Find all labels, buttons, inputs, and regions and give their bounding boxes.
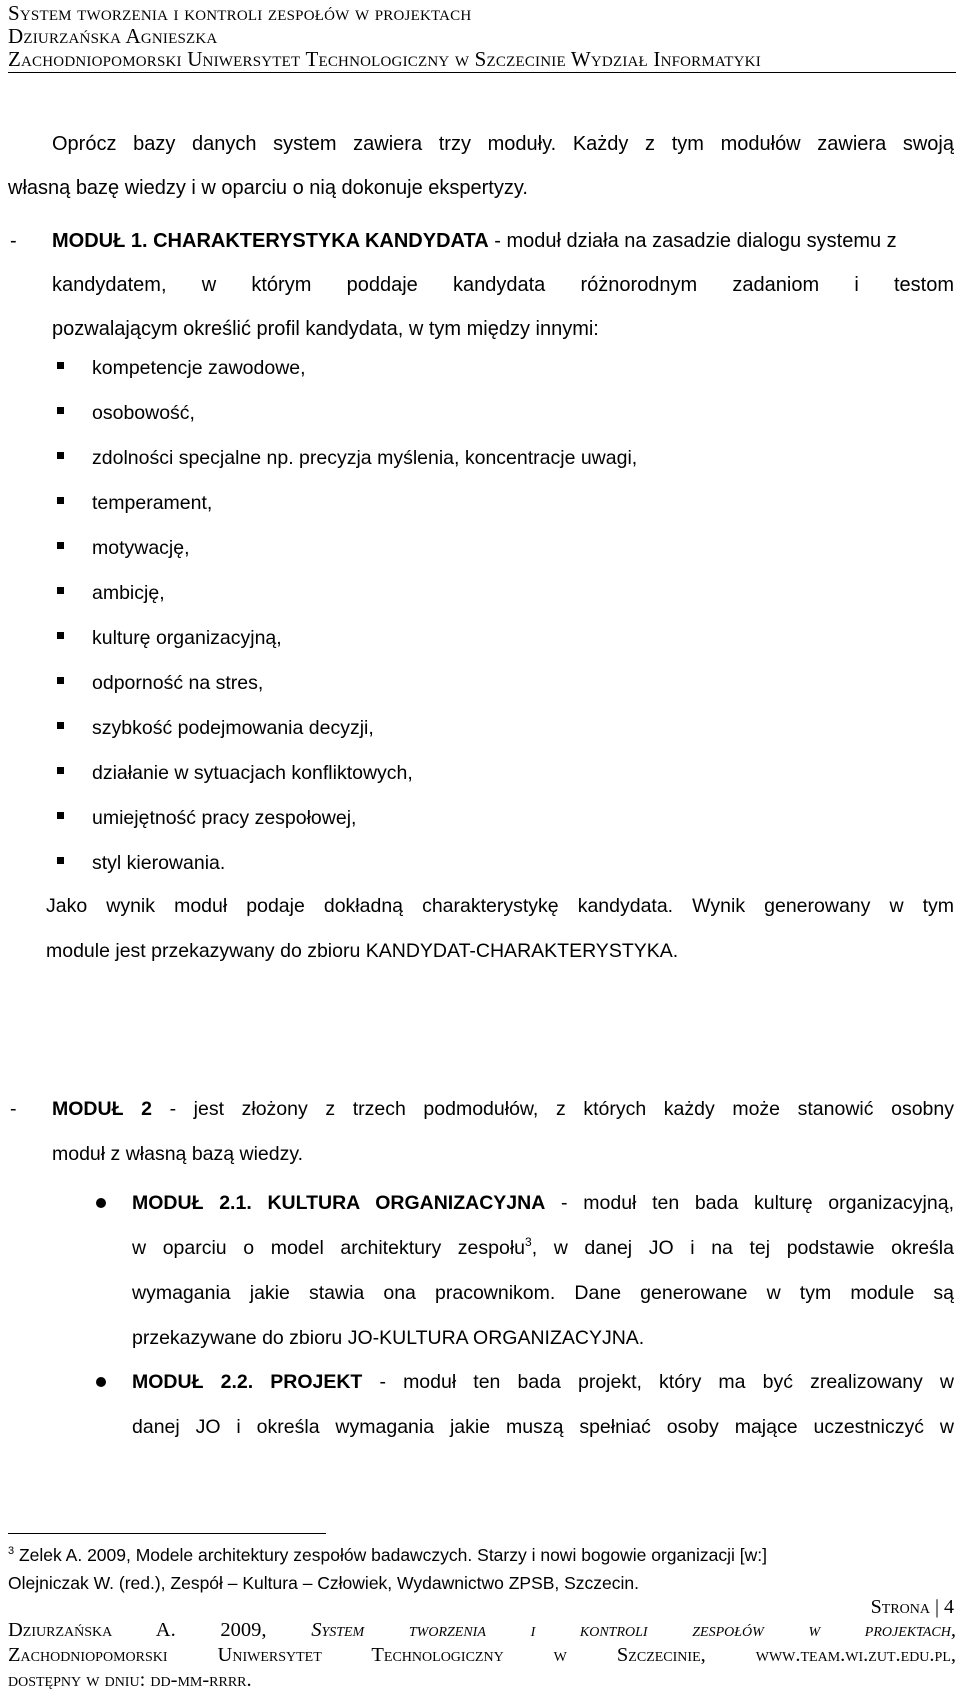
footnote-reference[interactable]: 3 xyxy=(525,1235,532,1249)
page-footer xyxy=(8,1618,956,1693)
square-bullet-icon xyxy=(57,362,64,369)
module2-line-1 xyxy=(52,1087,954,1131)
header-divider xyxy=(8,72,956,73)
footer-line-1 xyxy=(8,1618,956,1643)
sub21-line-1 xyxy=(132,1181,954,1225)
sub21-line-2-b: , w danej JO i na tej podstawie określa xyxy=(531,1237,954,1259)
list-item: odporność na stres, xyxy=(92,672,264,694)
module1-title: MODUŁ 1. CHARAKTERYSTYKA KANDYDATA xyxy=(52,230,489,252)
square-bullet-icon xyxy=(57,767,64,774)
list-item: umiejętność pracy zespołowej, xyxy=(92,807,357,829)
module1-line-1-rest: - moduł działa na zasadzie dialogu systemu z xyxy=(488,230,897,252)
sub21-line-2 xyxy=(132,1226,954,1270)
header-affiliation: Zachodniopomorski Uniwersytet Technologiczny w Szczecinie Wydział Informatyki xyxy=(8,47,761,71)
module2-line-1-rest: - jest złożony z trzech podmodułów, z których każdy może stanowić osobny xyxy=(151,1098,954,1120)
list-item: motywację, xyxy=(92,537,190,559)
page-number: Strona | 4 xyxy=(870,1596,954,1618)
sub21-title: MODUŁ 2.1. KULTURA ORGANIZACYJNA xyxy=(132,1192,546,1214)
module1-result-line-1: Jako wynik moduł podaje dokładną charakterystykę kandydata. Wynik generowany w tym xyxy=(46,895,954,917)
square-bullet-icon xyxy=(57,407,64,414)
module1-line-1 xyxy=(52,219,954,263)
square-bullet-icon xyxy=(57,452,64,459)
footer-title: System tworzenia i kontroli zespołów w projektach, xyxy=(311,1619,956,1641)
list-item: kompetencje zawodowe, xyxy=(92,357,306,379)
footnote-line-1 xyxy=(8,1541,948,1569)
list-item: styl kierowania. xyxy=(92,852,226,874)
sub21-line-3: wymagania jakie stawia ona pracownikom. Dane generowane w tym module są xyxy=(132,1282,954,1304)
footer-author: Dziurzańska A. 2009, xyxy=(8,1619,267,1641)
list-item: zdolności specjalne np. precyzja myślenia, koncentracje uwagi, xyxy=(92,447,638,469)
module2-dash: - xyxy=(10,1098,17,1120)
square-bullet-icon xyxy=(57,677,64,684)
footnote-text-1: Zelek A. 2009, Modele architektury zespołów badawczych. Starzy i nowi bogowie organizacji [w:] xyxy=(14,1545,767,1565)
list-item: szybkość podejmowania decyzji, xyxy=(92,717,374,739)
list-item: działanie w sytuacjach konfliktowych, xyxy=(92,762,413,784)
intro-line-1: Oprócz bazy danych system zawiera trzy moduły. Każdy z tym modułów zawiera swoją xyxy=(52,133,954,155)
square-bullet-icon xyxy=(57,857,64,864)
footer-line-2: Zachodniopomorski Uniwersytet Technologiczny w Szczecinie, www.team.wi.zut.edu.pl, xyxy=(8,1644,956,1666)
square-bullet-icon xyxy=(57,812,64,819)
sub22-title: MODUŁ 2.2. PROJEKT xyxy=(132,1371,363,1393)
footnote-number: 3 xyxy=(8,1545,15,1557)
page-header xyxy=(8,2,956,71)
round-bullet-icon xyxy=(96,1377,106,1387)
footer-line-3: dostępny w dniu: dd-mm-rrrr. xyxy=(8,1669,252,1691)
module1-line-2: kandydatem, w którym poddaje kandydata różnorodnym zadaniom i testom xyxy=(52,274,954,296)
square-bullet-icon xyxy=(57,497,64,504)
module2-line-2: moduł z własną bazą wiedzy. xyxy=(52,1143,304,1165)
module1-result-line-2: module jest przekazywany do zbioru KANDYDAT-CHARAKTERYSTYKA. xyxy=(46,940,679,962)
list-item: osobowość, xyxy=(92,402,195,424)
module1-dash: - xyxy=(10,230,17,252)
sub21-line-1-rest: - moduł ten bada kulturę organizacyjną, xyxy=(545,1192,954,1214)
sub21-line-4: przekazywane do zbioru JO-KULTURA ORGANIZACYJNA. xyxy=(132,1327,645,1349)
footnote xyxy=(8,1541,948,1597)
square-bullet-icon xyxy=(57,632,64,639)
header-title: System tworzenia i kontroli zespołów w projektach xyxy=(8,1,472,25)
module2-title: MODUŁ 2 xyxy=(52,1098,152,1120)
square-bullet-icon xyxy=(57,542,64,549)
footnote-divider xyxy=(8,1533,326,1534)
module1-line-3: pozwalającym określić profil kandydata, w tym między innymi: xyxy=(52,318,599,340)
intro-line-2: własną bazę wiedzy i w oparciu o nią dokonuje ekspertyzy. xyxy=(8,177,528,199)
sub22-line-1-rest: - moduł ten bada projekt, który ma być zrealizowany w xyxy=(362,1371,954,1393)
list-item: ambicję, xyxy=(92,582,165,604)
sub22-line-1 xyxy=(132,1360,954,1404)
square-bullet-icon xyxy=(57,722,64,729)
round-bullet-icon xyxy=(96,1198,106,1208)
footnote-line-2: Olejniczak W. (red.), Zespół – Kultura – Człowiek, Wydawnictwo ZPSB, Szczecin. xyxy=(8,1573,640,1593)
sub21-line-2-a: w oparciu o model architektury zespołu xyxy=(132,1237,526,1259)
square-bullet-icon xyxy=(57,587,64,594)
header-author: Dziurzańska Agnieszka xyxy=(8,24,218,48)
sub22-line-2: danej JO i określa wymagania jakie muszą spełniać osoby mające uczestniczyć w xyxy=(132,1416,954,1438)
list-item: kulturę organizacyjną, xyxy=(92,627,282,649)
list-item: temperament, xyxy=(92,492,213,514)
